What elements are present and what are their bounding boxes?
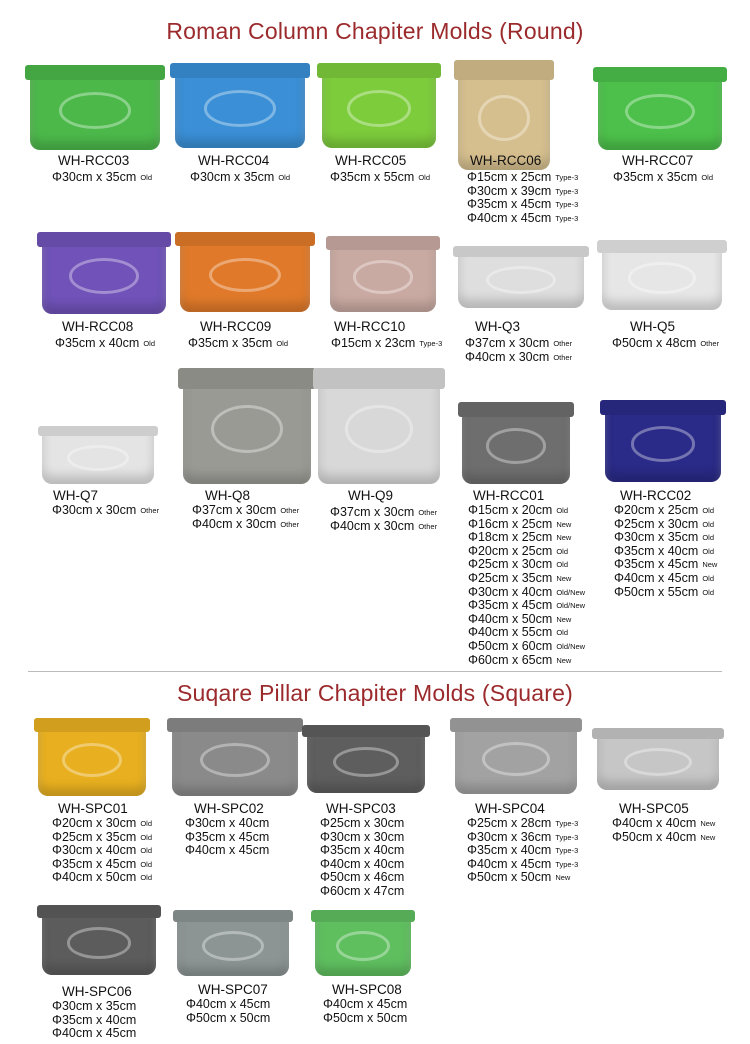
product-specs: [192, 504, 299, 531]
spec-tag: Other: [418, 508, 438, 517]
spec-tag: Other: [553, 352, 573, 362]
spec-tag: Old/New: [556, 641, 586, 651]
spec-tag: New: [556, 573, 572, 583]
spec-tag: New: [700, 832, 716, 842]
spec-tag: Type-3: [555, 200, 579, 210]
spec-size: Φ30cm x 35cm: [52, 999, 137, 1013]
spec-size: Φ35cm x 35cm: [613, 170, 698, 184]
spec-tag: New: [556, 655, 572, 665]
spec-size: Φ37cm x 30cm: [192, 503, 277, 517]
spec-tag: Other: [553, 339, 573, 348]
spec-size: Φ25cm x 30cm: [468, 557, 553, 572]
product-specs: [614, 504, 717, 599]
product-name: WH-Q9: [348, 488, 393, 503]
product-name: WH-RCC03: [58, 153, 130, 168]
product-image: [455, 718, 577, 794]
spec-line: [185, 844, 273, 858]
spec-tag: Old: [418, 173, 430, 182]
spec-size: Φ35cm x 40cm: [55, 336, 140, 350]
spec-size: Φ50cm x 40cm: [612, 829, 697, 844]
spec-line: [468, 531, 585, 545]
product-specs: [52, 504, 159, 518]
spec-line: [192, 518, 299, 532]
spec-tag: Type-3: [555, 859, 579, 869]
spec-line: [320, 831, 408, 845]
product-image: [598, 67, 722, 150]
spec-line: [614, 586, 717, 600]
spec-size: Φ40cm x 45cm: [323, 997, 408, 1011]
spec-line: [467, 858, 578, 872]
product-image: [42, 905, 156, 975]
spec-tag: Old/New: [556, 601, 586, 611]
spec-tag: Old: [702, 546, 714, 556]
spec-size: Φ50cm x 50cm: [467, 870, 552, 885]
spec-line: [330, 506, 437, 520]
product-image: [458, 246, 584, 308]
spec-line: [613, 171, 713, 185]
product-image: [177, 910, 289, 976]
spec-line: [468, 545, 585, 559]
spec-size: Φ60cm x 47cm: [320, 883, 405, 898]
product-image: [602, 240, 722, 310]
spec-line: [320, 844, 408, 858]
spec-size: Φ25cm x 35cm: [468, 570, 553, 585]
spec-line: [320, 885, 408, 899]
product-image: [605, 400, 721, 482]
spec-size: Φ37cm x 30cm: [465, 336, 550, 350]
product-image: [318, 368, 440, 484]
product-name: WH-Q7: [53, 488, 98, 503]
spec-size: Φ35cm x 45cm: [52, 856, 137, 871]
spec-tag: Old: [702, 506, 714, 515]
product-name: WH-Q5: [630, 319, 675, 334]
section-divider: [28, 671, 722, 672]
spec-tag: Old/New: [556, 587, 586, 597]
spec-size: Φ30cm x 35cm: [52, 170, 137, 184]
product-specs: [465, 337, 572, 364]
spec-line: [52, 844, 152, 858]
spec-size: Φ40cm x 50cm: [52, 870, 137, 885]
spec-line: [190, 171, 290, 185]
spec-size: Φ30cm x 35cm: [614, 530, 699, 545]
spec-size: Φ35cm x 35cm: [188, 336, 273, 350]
spec-line: [467, 212, 578, 226]
spec-size: Φ35cm x 45cm: [185, 829, 270, 844]
spec-tag: Old: [140, 819, 152, 828]
spec-line: [468, 640, 585, 654]
section-title-square: Suqare Pillar Chapiter Molds (Square): [176, 680, 574, 706]
product-image: [42, 426, 154, 484]
product-image: [315, 910, 411, 976]
product-specs: [468, 504, 585, 667]
spec-size: Φ30cm x 40cm: [468, 584, 553, 599]
product-name: WH-SPC06: [62, 984, 132, 999]
product-specs: [186, 998, 274, 1025]
spec-line: [52, 817, 152, 831]
spec-size: Φ40cm x 30cm: [330, 518, 415, 533]
product-name: WH-SPC07: [198, 982, 268, 997]
spec-size: Φ40cm x 30cm: [192, 516, 277, 531]
spec-line: [320, 817, 408, 831]
spec-size: Φ40cm x 40cm: [612, 816, 697, 830]
spec-tag: New: [556, 519, 572, 529]
spec-line: [468, 626, 585, 640]
spec-line: [467, 198, 578, 212]
spec-line: [188, 337, 288, 351]
spec-size: Φ50cm x 55cm: [614, 584, 699, 599]
spec-size: Φ60cm x 65cm: [468, 652, 553, 667]
product-name: WH-RCC08: [62, 319, 134, 334]
spec-tag: New: [702, 560, 718, 570]
spec-line: [323, 1012, 411, 1026]
product-specs: [190, 171, 290, 185]
spec-line: [614, 504, 717, 518]
spec-size: Φ40cm x 45cm: [467, 210, 552, 225]
product-name: WH-RCC04: [198, 153, 270, 168]
spec-tag: New: [556, 614, 572, 624]
spec-line: [320, 871, 408, 885]
spec-line: [468, 613, 585, 627]
product-image: [180, 232, 310, 312]
spec-tag: Old: [140, 859, 152, 869]
spec-line: [468, 558, 585, 572]
product-name: WH-RCC06: [470, 153, 542, 168]
product-specs: [52, 817, 152, 885]
spec-line: [185, 831, 273, 845]
spec-size: Φ35cm x 45cm: [467, 197, 552, 212]
product-name: WH-SPC01: [58, 801, 128, 816]
spec-size: Φ15cm x 23cm: [331, 336, 416, 350]
spec-size: Φ16cm x 25cm: [468, 516, 553, 531]
spec-tag: Type-3: [555, 819, 579, 828]
spec-line: [612, 817, 715, 831]
spec-size: Φ40cm x 40cm: [320, 856, 405, 871]
spec-tag: Old: [701, 173, 713, 182]
spec-size: Φ30cm x 40cm: [52, 843, 137, 858]
spec-tag: Type-3: [555, 186, 579, 196]
spec-line: [468, 518, 585, 532]
spec-line: [52, 504, 159, 518]
product-specs: [52, 1000, 140, 1041]
product-name: WH-RCC07: [622, 153, 694, 168]
spec-line: [186, 998, 274, 1012]
product-image: [175, 63, 305, 148]
spec-size: Φ35cm x 40cm: [52, 1012, 137, 1027]
spec-size: Φ15cm x 25cm: [467, 170, 552, 184]
product-image: [183, 368, 311, 484]
spec-size: Φ20cm x 30cm: [52, 816, 137, 830]
spec-line: [467, 871, 578, 885]
product-name: WH-RCC10: [334, 319, 406, 334]
spec-tag: Type-3: [555, 846, 579, 856]
spec-line: [467, 185, 578, 199]
product-name: WH-SPC03: [326, 801, 396, 816]
spec-size: Φ40cm x 55cm: [468, 625, 553, 640]
spec-tag: Old: [143, 339, 155, 348]
spec-line: [320, 858, 408, 872]
spec-tag: Type-3: [555, 832, 579, 842]
spec-line: [467, 171, 578, 185]
product-specs: [188, 337, 288, 351]
spec-size: Φ40cm x 45cm: [185, 843, 270, 858]
spec-size: Φ40cm x 50cm: [468, 611, 553, 626]
spec-size: Φ40cm x 45cm: [614, 570, 699, 585]
spec-line: [52, 871, 152, 885]
product-specs: [612, 337, 719, 351]
spec-tag: Old: [140, 846, 152, 856]
product-image: [30, 65, 160, 150]
product-specs: [55, 337, 155, 351]
spec-line: [614, 545, 717, 559]
spec-size: Φ30cm x 30cm: [320, 829, 405, 844]
spec-size: Φ25cm x 35cm: [52, 829, 137, 844]
spec-tag: Type-3: [555, 213, 579, 223]
product-image: [330, 236, 436, 312]
spec-tag: Old: [556, 560, 568, 570]
spec-tag: Type-3: [419, 339, 443, 348]
spec-tag: Old: [556, 546, 568, 556]
product-specs: [612, 817, 715, 844]
product-specs: [330, 506, 437, 533]
spec-line: [52, 858, 152, 872]
spec-size: Φ50cm x 48cm: [612, 336, 697, 350]
product-image: [462, 402, 570, 484]
spec-size: Φ40cm x 45cm: [186, 997, 271, 1011]
product-name: WH-RCC02: [620, 488, 692, 503]
spec-line: [52, 1027, 140, 1041]
product-specs: [467, 171, 578, 225]
spec-size: Φ25cm x 30cm: [614, 516, 699, 531]
spec-size: Φ40cm x 45cm: [52, 1026, 137, 1041]
spec-size: Φ40cm x 30cm: [465, 349, 550, 364]
spec-size: Φ35cm x 45cm: [468, 598, 553, 613]
product-image: [38, 718, 146, 796]
spec-tag: Old: [140, 832, 152, 842]
spec-line: [614, 558, 717, 572]
product-specs: [613, 171, 713, 185]
section-title-round: Roman Column Chapiter Molds (Round): [166, 18, 584, 44]
spec-tag: New: [556, 533, 572, 543]
product-name: WH-SPC05: [619, 801, 689, 816]
spec-line: [331, 337, 442, 351]
product-specs: [323, 998, 411, 1025]
spec-tag: New: [700, 819, 716, 828]
spec-tag: Old: [556, 628, 568, 638]
spec-line: [52, 831, 152, 845]
product-name: WH-Q8: [205, 488, 250, 503]
spec-size: Φ37cm x 30cm: [330, 505, 415, 519]
spec-tag: Old: [140, 873, 152, 883]
spec-line: [467, 844, 578, 858]
product-image: [597, 728, 719, 790]
spec-line: [465, 351, 572, 365]
spec-line: [612, 831, 715, 845]
spec-tag: Other: [418, 521, 438, 531]
spec-size: Φ25cm x 30cm: [320, 816, 405, 830]
product-name: WH-SPC04: [475, 801, 545, 816]
spec-line: [55, 337, 155, 351]
spec-size: Φ25cm x 28cm: [467, 816, 552, 830]
spec-tag: Old: [702, 587, 714, 597]
product-name: WH-RCC05: [335, 153, 407, 168]
spec-size: Φ50cm x 50cm: [323, 1010, 408, 1025]
spec-size: Φ50cm x 60cm: [468, 638, 553, 653]
spec-tag: New: [555, 873, 571, 883]
spec-size: Φ35cm x 55cm: [330, 170, 415, 184]
spec-line: [467, 817, 578, 831]
spec-tag: Other: [140, 506, 160, 515]
product-specs: [52, 171, 152, 185]
spec-tag: Old: [278, 173, 290, 182]
spec-line: [614, 518, 717, 532]
spec-tag: Type-3: [555, 173, 579, 182]
spec-line: [465, 337, 572, 351]
spec-line: [52, 1014, 140, 1028]
spec-size: Φ30cm x 35cm: [190, 170, 275, 184]
spec-line: [323, 998, 411, 1012]
product-image: [307, 725, 425, 793]
spec-size: Φ30cm x 40cm: [185, 816, 270, 830]
spec-size: Φ35cm x 45cm: [614, 557, 699, 572]
spec-size: Φ35cm x 40cm: [320, 843, 405, 858]
spec-tag: Other: [280, 519, 300, 529]
spec-size: Φ20cm x 25cm: [468, 543, 553, 558]
spec-size: Φ30cm x 30cm: [52, 503, 137, 517]
spec-size: Φ30cm x 39cm: [467, 183, 552, 198]
spec-size: Φ18cm x 25cm: [468, 530, 553, 545]
product-specs: [330, 171, 430, 185]
spec-line: [467, 831, 578, 845]
product-name: WH-SPC08: [332, 982, 402, 997]
spec-line: [614, 531, 717, 545]
spec-line: [52, 1000, 140, 1014]
spec-tag: Old: [556, 506, 568, 515]
spec-line: [468, 599, 585, 613]
spec-line: [52, 171, 152, 185]
spec-tag: Other: [280, 506, 300, 515]
spec-line: [185, 817, 273, 831]
spec-tag: Old: [702, 519, 714, 529]
spec-size: Φ35cm x 40cm: [467, 843, 552, 858]
product-name: WH-RCC01: [473, 488, 545, 503]
spec-size: Φ15cm x 20cm: [468, 503, 553, 517]
spec-line: [468, 586, 585, 600]
spec-size: Φ20cm x 25cm: [614, 503, 699, 517]
product-name: WH-SPC02: [194, 801, 264, 816]
spec-tag: Old: [276, 339, 288, 348]
product-specs: [320, 817, 408, 899]
product-image: [172, 718, 298, 796]
product-image: [322, 63, 436, 148]
spec-size: Φ30cm x 36cm: [467, 829, 552, 844]
spec-line: [330, 520, 437, 534]
product-name: WH-Q3: [475, 319, 520, 334]
spec-size: Φ40cm x 45cm: [467, 856, 552, 871]
spec-tag: Old: [702, 533, 714, 543]
spec-line: [614, 572, 717, 586]
product-name: WH-RCC09: [200, 319, 272, 334]
spec-size: Φ50cm x 46cm: [320, 870, 405, 885]
spec-line: [192, 504, 299, 518]
spec-line: [612, 337, 719, 351]
spec-line: [468, 572, 585, 586]
spec-size: Φ35cm x 40cm: [614, 543, 699, 558]
spec-line: [186, 1012, 274, 1026]
spec-line: [330, 171, 430, 185]
product-specs: [185, 817, 273, 858]
spec-line: [468, 654, 585, 668]
spec-tag: Old: [140, 173, 152, 182]
spec-tag: Old: [702, 573, 714, 583]
product-specs: [331, 337, 442, 351]
product-image: [42, 232, 166, 314]
product-specs: [467, 817, 578, 885]
spec-size: Φ50cm x 50cm: [186, 1010, 271, 1025]
spec-tag: Other: [700, 339, 720, 348]
spec-line: [468, 504, 585, 518]
